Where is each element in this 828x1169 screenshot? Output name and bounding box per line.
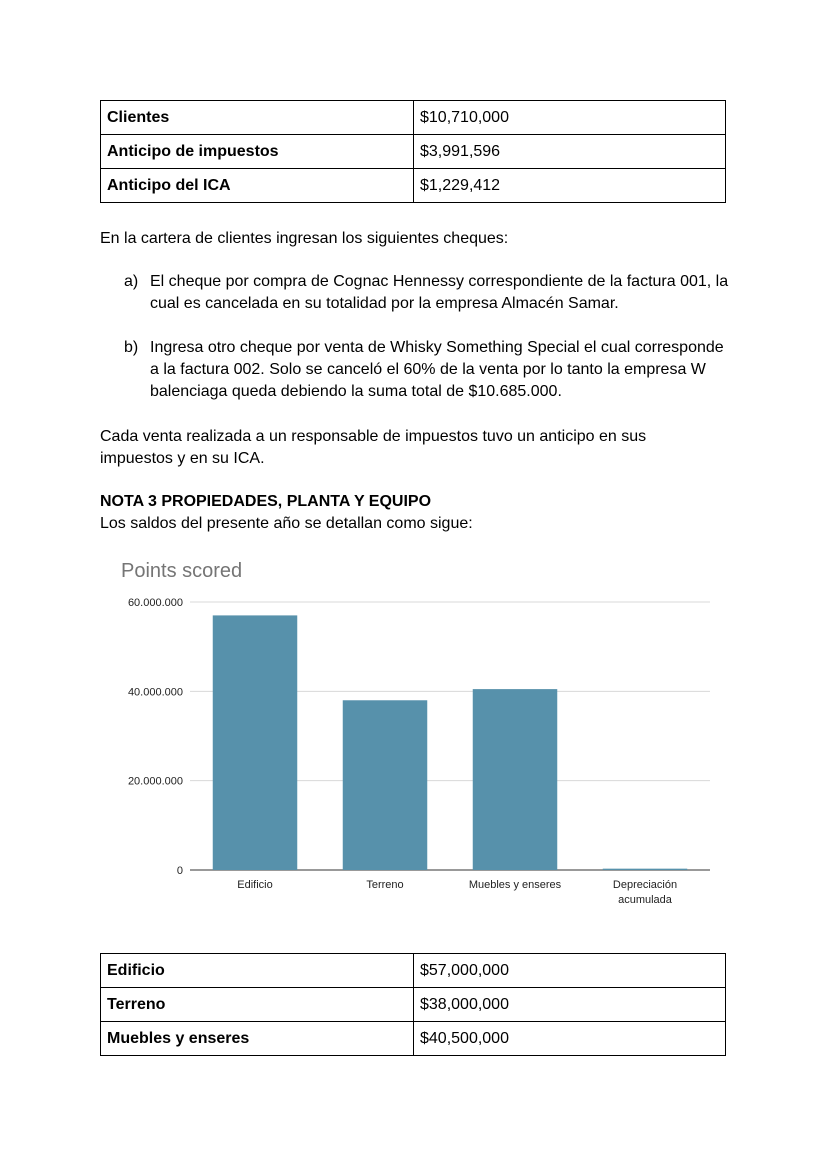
- x-tick-label: Depreciación acumulada: [612, 879, 678, 906]
- x-tick-label: Terreno: [366, 879, 404, 891]
- section-subtext: Los saldos del presente año se detallan como sigue:: [100, 515, 473, 532]
- table-cell-value: $40,500,000: [414, 1022, 726, 1056]
- bar: [213, 615, 298, 870]
- list-text: El cheque por compra de Cognac Hennessy correspondiente de la factura 001, la cual es cancelada en su totalidad por la empresa Almacén Samar.: [150, 273, 729, 312]
- list-marker: b): [124, 339, 139, 356]
- table-row: [101, 954, 726, 988]
- x-tick-label: Muebles y enseres: [468, 879, 562, 891]
- assets-table: [100, 953, 726, 1056]
- y-tick-label: 20.000.000: [127, 775, 183, 788]
- bar: [603, 869, 688, 870]
- bar: [343, 700, 428, 870]
- table-row: [101, 988, 726, 1022]
- table-cell-value: $57,000,000: [414, 954, 726, 988]
- table-row: [101, 169, 726, 203]
- table-cell-value: $1,229,412: [414, 169, 726, 203]
- chart-title: Points scored: [121, 560, 243, 582]
- table-cell-label: Anticipo de impuestos: [101, 135, 414, 169]
- table-row: [101, 1022, 726, 1056]
- table-cell-value: $3,991,596: [414, 135, 726, 169]
- table-cell-label: Edificio: [101, 954, 414, 988]
- accounts-table: [100, 100, 726, 203]
- y-tick-label: 0: [176, 865, 183, 877]
- y-tick-label: 60.000.000: [127, 597, 183, 609]
- table-cell-label: Terreno: [101, 988, 414, 1022]
- table-row: [101, 135, 726, 169]
- intro-paragraph: En la cartera de clientes ingresan los siguientes cheques:: [100, 230, 509, 247]
- table-cell-label: Muebles y enseres: [101, 1022, 414, 1056]
- table-cell-label: Clientes: [101, 101, 414, 135]
- list-marker: a): [124, 273, 139, 290]
- table-cell-value: $10,710,000: [414, 101, 726, 135]
- bar-chart: [100, 550, 726, 920]
- section-heading: NOTA 3 PROPIEDADES, PLANTA Y EQUIPO: [100, 493, 432, 510]
- list-text: Ingresa otro cheque por venta de Whisky Something Special el cual corresponde a la factura 002. Solo se canceló el 60% de la venta por lo tanto la empresa W balenciaga queda debiendo la suma total de $10.685.000.: [150, 339, 724, 400]
- closing-paragraph: Cada venta realizada a un responsable de impuestos tuvo un anticipo en sus impuestos y en su ICA.: [100, 428, 647, 467]
- y-tick-label: 40.000.000: [127, 686, 183, 699]
- table-row: [101, 101, 726, 135]
- x-tick-label: Edificio: [237, 879, 273, 891]
- bar: [473, 689, 558, 870]
- table-cell-value: $38,000,000: [414, 988, 726, 1022]
- table-cell-label: Anticipo del ICA: [101, 169, 414, 203]
